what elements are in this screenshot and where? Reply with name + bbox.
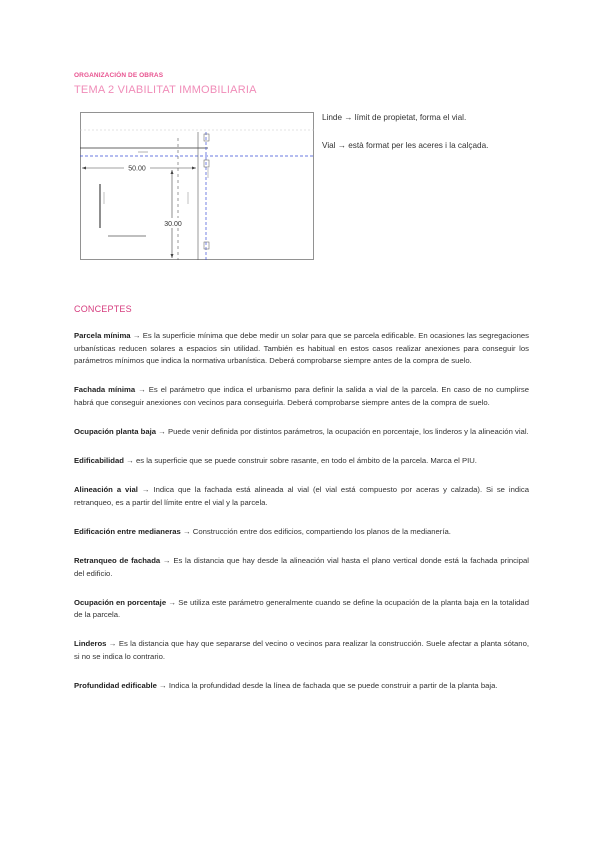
concept-term: Parcela mínima [74, 331, 131, 340]
concept-term: Edificación entre medianeras [74, 526, 181, 536]
concept-term: Ocupación en porcentaje [74, 597, 167, 607]
dimension-arrow [82, 167, 86, 170]
dimension-arrow [192, 167, 196, 170]
concept-term: Edificabilidad [74, 456, 124, 466]
drawing-frame [81, 113, 314, 260]
concept-term: Profundidad edificable [74, 681, 157, 690]
width-dimension-label: 50.00 [128, 165, 146, 173]
concept-item [74, 638, 529, 663]
concept-text: → Construcción entre dos edificios, compartiendo los planos de la medianería. [180, 526, 451, 536]
concept-item [74, 484, 529, 509]
concept-text: → Es la superficie mínima que debe medir un solar para que se parcela edificable. En ocasiones las segregaciones urbanísticas reducen solares a espacios sin utilidad. También es habitual en estos casos realizar anexiones para conseguir los parámetros mínimos que indica la normativa urbanística. Deberá comprobarse siempre antes de la compra de suelo. [74, 331, 529, 366]
course-title: ORGANIZACIÓN DE OBRAS [74, 72, 164, 79]
concept-item [74, 426, 529, 439]
concept-term: Retranqueo de fachada [74, 555, 161, 565]
dimension-marker [204, 134, 209, 141]
dimension-marker [204, 242, 209, 249]
concept-text: → Indica que la fachada está alineada al vial (el vial está compuesto por aceras y calzada). Si se indica retranqueo, es a partir del límite entre el vial y la parcela. [74, 485, 529, 507]
definition-linde: Linde → límit de propietat, forma el vial. [322, 113, 467, 122]
concept-text: → Es la distancia que hay desde la alineación vial hasta el plano vertical donde está la fachada principal del edificio. [74, 555, 529, 578]
concept-term: Ocupación planta baja [74, 426, 157, 436]
concept-term: Fachada mínima [74, 385, 136, 395]
dimension-arrow [171, 170, 174, 174]
definitions-block [322, 112, 532, 168]
concept-text: → Puede venir definida por distintos parámetros, la ocupación en porcentaje, los linderos y la alineación vial. [156, 426, 529, 436]
concept-term: Alineación a vial [74, 485, 138, 495]
dimension-marker [204, 160, 209, 167]
concept-item [74, 455, 529, 468]
concept-item [74, 526, 529, 539]
concept-item [74, 680, 529, 693]
concept-text: → Es la distancia que hay que separarse del vecino o vecinos para realizar la construcción. Suele afectar a planta sótano, si no se indica lo contrario. [74, 639, 529, 661]
concept-text: → Indica la profundidad desde la línea de fachada que se puede construir a partir de la planta baja. [156, 681, 498, 690]
depth-dimension-label: 30.00 [164, 221, 182, 228]
site-plan-figure [80, 112, 314, 260]
concept-item [74, 597, 529, 622]
section-title: CONCEPTES [74, 304, 132, 314]
concept-item [74, 555, 529, 580]
concept-text: → Se utiliza este parámetro generalmente cuando se define la ocupación de la planta baja en la totalidad de la parcela. [74, 597, 529, 620]
concept-text: → es la superficie que se puede construir sobre rasante, en todo el ámbito de la parcela. Marca el PIU. [123, 456, 477, 466]
concepts-list [74, 330, 529, 709]
concept-term: Linderos [74, 639, 107, 649]
concept-item [74, 384, 529, 409]
dimension-arrow [171, 254, 174, 258]
topic-title: TEMA 2 VIABILITAT IMMOBILIARIA [74, 84, 257, 96]
concept-item [74, 330, 529, 368]
site-plan-drawing [80, 112, 314, 260]
concept-text: → Es el parámetro que indica el urbanismo para definir la salida a vial de la parcela. En caso de no cumplirse habrá que conseguir anexiones con vecinos para conseguirla. Deberá comprobarse siempre antes de la compra de suelo. [74, 385, 529, 407]
definition-vial: Vial → està format per les aceres i la calçada. [322, 141, 489, 150]
